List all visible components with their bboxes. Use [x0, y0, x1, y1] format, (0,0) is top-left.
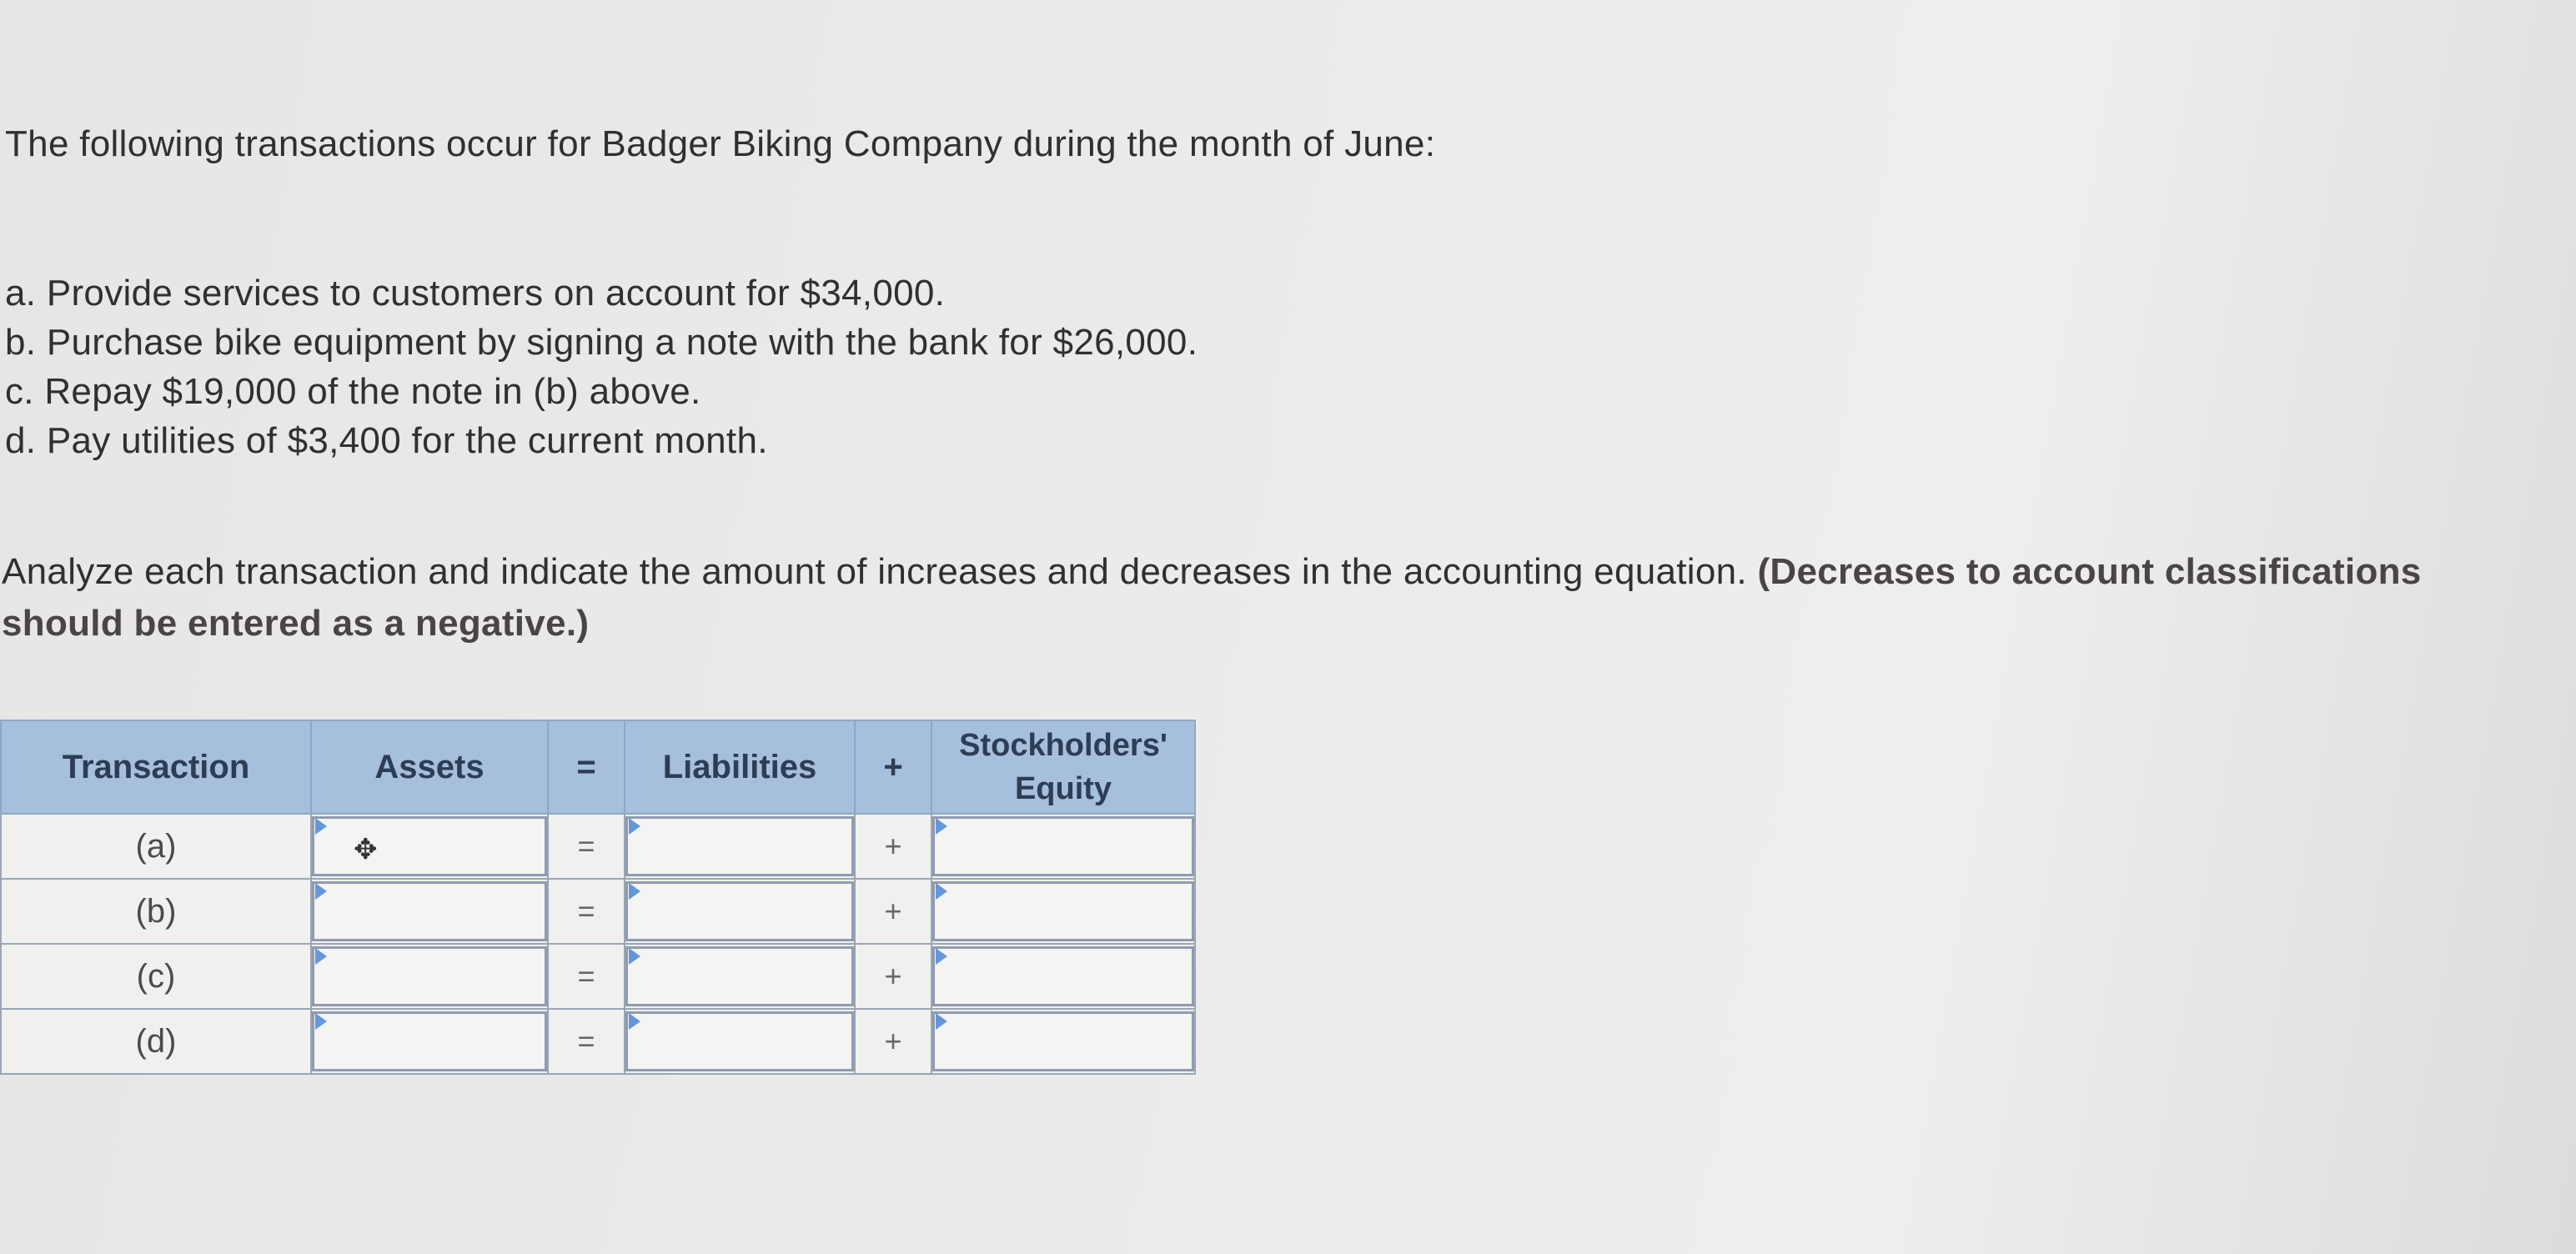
assets-cell	[311, 944, 548, 1009]
header-transaction: Transaction	[1, 720, 311, 814]
equity-cell	[931, 879, 1195, 944]
header-equity-line2: Equity	[1014, 771, 1112, 806]
liabilities-cell	[625, 814, 855, 879]
equity-input-d[interactable]	[932, 1011, 1194, 1071]
header-assets: Assets	[311, 720, 548, 814]
equals-sign: =	[548, 944, 625, 1009]
table-row	[1, 944, 1195, 1009]
input-marker-icon	[629, 883, 640, 900]
equity-input-c[interactable]	[932, 946, 1194, 1006]
plus-sign: +	[855, 814, 931, 879]
accounting-equation-table	[0, 720, 1196, 1075]
intro-text: The following transactions occur for Badger Biking Company during the month of June:	[5, 123, 1436, 164]
input-marker-icon	[936, 883, 947, 900]
assets-cell	[311, 814, 548, 879]
assets-input-b[interactable]	[312, 881, 547, 941]
liabilities-input-b[interactable]	[625, 881, 854, 941]
plus-sign: +	[855, 944, 931, 1009]
table-row	[1, 814, 1195, 879]
liabilities-input-c[interactable]	[625, 946, 854, 1006]
table-row	[1, 879, 1195, 944]
header-liabilities: Liabilities	[625, 720, 855, 814]
equity-cell	[931, 814, 1195, 879]
liabilities-cell	[625, 944, 855, 1009]
instructions-note: (Decreases to account classifications should be entered as a negative.)	[2, 551, 2422, 644]
instructions	[2, 546, 2537, 650]
input-marker-icon	[936, 1013, 947, 1030]
equals-sign: =	[548, 1009, 625, 1074]
transaction-list	[5, 268, 1198, 465]
transaction-item-d: d. Pay utilities of $3,400 for the current month.	[5, 420, 768, 461]
table-row	[1, 1009, 1195, 1074]
input-marker-icon	[315, 948, 327, 965]
header-stockholders-equity	[931, 720, 1195, 814]
equity-cell	[931, 944, 1195, 1009]
input-marker-icon	[315, 818, 327, 835]
assets-cell	[311, 879, 548, 944]
input-marker-icon	[629, 818, 640, 835]
liabilities-cell	[625, 1009, 855, 1074]
transaction-item-c: c. Repay $19,000 of the note in (b) above.	[5, 371, 701, 412]
assets-cell	[311, 1009, 548, 1074]
equity-cell	[931, 1009, 1195, 1074]
header-equity-line1: Stockholders'	[959, 728, 1167, 763]
assets-input-c[interactable]	[312, 946, 547, 1006]
liabilities-input-d[interactable]	[625, 1011, 854, 1071]
row-label: (b)	[1, 879, 311, 944]
equity-input-a[interactable]	[932, 816, 1194, 876]
transaction-item-b: b. Purchase bike equipment by signing a note with the bank for $26,000.	[5, 322, 1198, 363]
row-label: (a)	[1, 814, 311, 879]
instructions-text: Analyze each transaction and indicate the amount of increases and decreases in the accounting equation.	[2, 551, 1747, 592]
input-marker-icon	[629, 948, 640, 965]
assets-input-a[interactable]	[312, 816, 547, 876]
row-label: (c)	[1, 944, 311, 1009]
equals-sign: =	[548, 814, 625, 879]
plus-sign: +	[855, 1009, 931, 1074]
equity-input-b[interactable]	[932, 881, 1194, 941]
header-plus: +	[855, 720, 931, 814]
input-marker-icon	[936, 818, 947, 835]
table-header-row	[1, 720, 1195, 814]
input-marker-icon	[315, 883, 327, 900]
input-marker-icon	[629, 1013, 640, 1030]
row-label: (d)	[1, 1009, 311, 1074]
header-equals: =	[548, 720, 625, 814]
equals-sign: =	[548, 879, 625, 944]
liabilities-cell	[625, 879, 855, 944]
input-marker-icon	[936, 948, 947, 965]
assets-input-d[interactable]	[312, 1011, 547, 1071]
liabilities-input-a[interactable]	[625, 816, 854, 876]
plus-sign: +	[855, 879, 931, 944]
move-cursor-icon: ✥	[354, 834, 378, 865]
input-marker-icon	[315, 1013, 327, 1030]
transaction-item-a: a. Provide services to customers on account for $34,000.	[5, 273, 946, 314]
